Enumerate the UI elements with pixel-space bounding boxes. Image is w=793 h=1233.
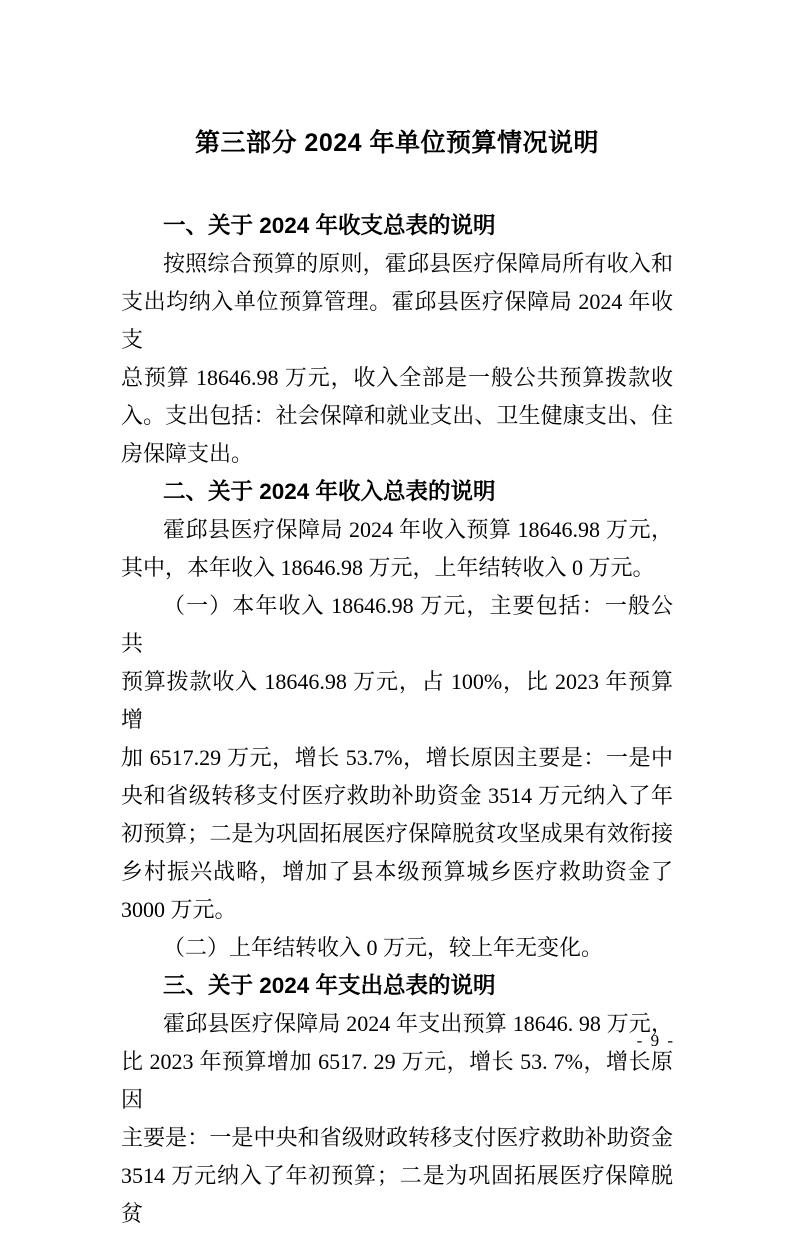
text-line: 3514 万元纳入了年初预算；二是为巩固拓展医疗保障脱贫 — [121, 1163, 673, 1226]
text-line: （二）上年结转收入 0 万元，较上年无变化。 — [163, 935, 604, 960]
page-number: - 9 - — [636, 1031, 675, 1050]
sections — [121, 207, 673, 1233]
section-heading — [121, 473, 673, 511]
text-line: 支出均纳入单位预算管理。霍邱县医疗保障局 2024 年收支 — [121, 289, 673, 352]
text-line: 二、关于 2024 年收入总表的说明 — [163, 479, 496, 504]
text-line: （一）本年收入 18646.98 万元，主要包括：一般公共 — [121, 593, 673, 656]
paragraph — [121, 511, 673, 587]
text-line: 霍邱县医疗保障局 2024 年支出预算 18646. 98 万元， — [163, 1011, 673, 1036]
text-line: 比 2023 年预算增加 6517. 29 万元，增长 53. 7%，增长原因 — [121, 1049, 673, 1112]
text-line: 预算拨款收入 18646.98 万元，占 100%，比 2023 年预算增 — [121, 669, 673, 732]
text-line: 入。支出包括：社会保障和就业支出、卫生健康支出、住 — [121, 403, 673, 428]
text-line: 总预算 18646.98 万元，收入全部是一般公共预算拨款收 — [121, 365, 673, 390]
text-line: 按照综合预算的原则，霍邱县医疗保障局所有收入和 — [163, 251, 673, 276]
text-line: 其中，本年收入 18646.98 万元，上年结转收入 0 万元。 — [121, 555, 655, 580]
text-line: 央和省级转移支付医疗救助补助资金 3514 万元纳入了年 — [121, 783, 673, 808]
text-line: 3000 万元。 — [121, 897, 237, 922]
document-body — [121, 124, 673, 1233]
text-line: 三、关于 2024 年支出总表的说明 — [163, 973, 496, 998]
text-line: 乡村振兴战略，增加了县本级预算城乡医疗救助资金了 — [121, 859, 673, 884]
text-line: 初预算；二是为巩固拓展医疗保障脱贫攻坚成果有效衔接 — [121, 821, 673, 846]
text-line: 一、关于 2024 年收支总表的说明 — [163, 213, 496, 238]
text-line: 霍邱县医疗保障局 2024 年收入预算 18646.98 万元， — [163, 517, 673, 542]
paragraph — [121, 929, 673, 967]
section-heading — [121, 967, 673, 1005]
text-line: 房保障支出。 — [121, 441, 254, 466]
text-line: 加 6517.29 万元，增长 53.7%，增长原因主要是：一是中 — [121, 745, 673, 770]
paragraph — [121, 245, 673, 473]
text-line: 主要是：一是中央和省级财政转移支付医疗救助补助资金 — [121, 1125, 673, 1150]
section-heading — [121, 207, 673, 245]
paragraph — [121, 1005, 673, 1233]
page-title: 第三部分 2024 年单位预算情况说明 — [194, 129, 599, 157]
paragraph — [121, 587, 673, 929]
